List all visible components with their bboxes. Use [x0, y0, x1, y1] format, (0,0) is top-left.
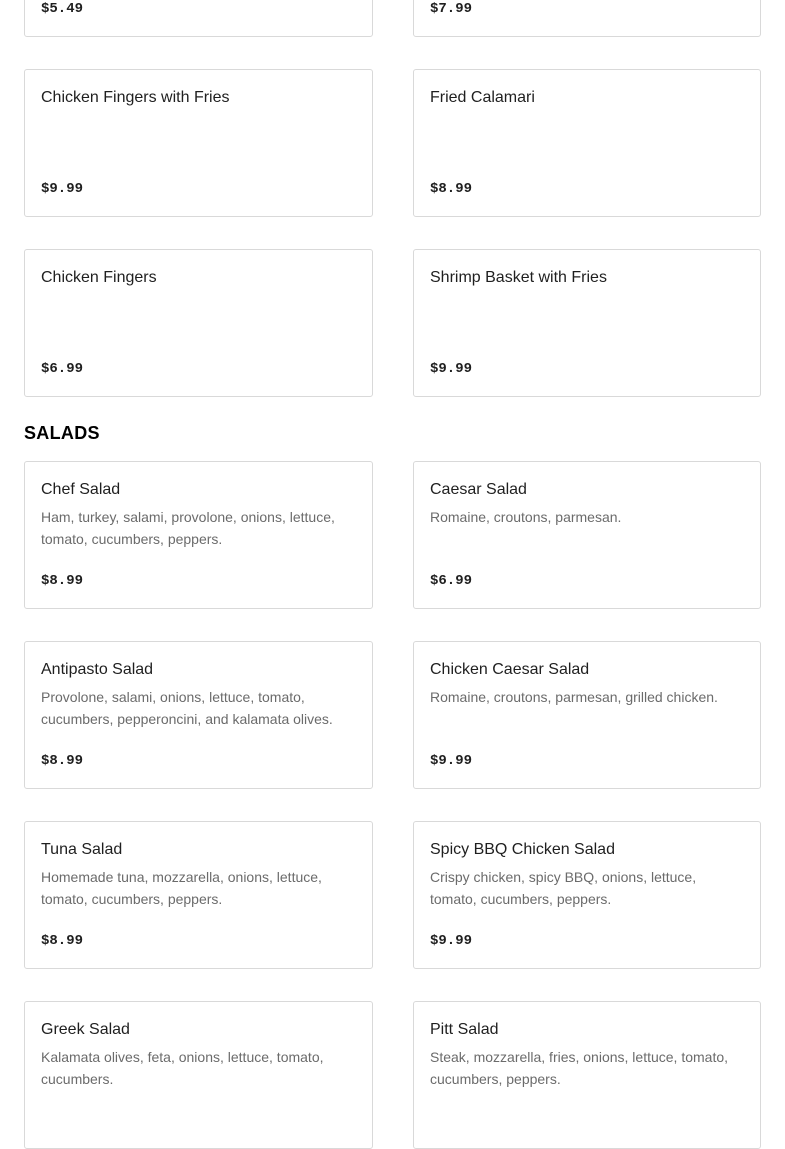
menu-item-price: $5.49 [41, 1, 84, 17]
menu-item-price: $6.99 [430, 573, 473, 589]
menu-item-name: Antipasto Salad [41, 661, 154, 678]
menu-item-card[interactable] [413, 249, 761, 397]
section-heading-salads: SALADS [24, 423, 100, 443]
menu-item-card[interactable] [413, 641, 761, 789]
menu-item-price: $7.99 [430, 1, 473, 17]
menu-item-name: Chicken Fingers with Fries [41, 89, 230, 106]
menu-item-description: Kalamata olives, feta, onions, lettuce, tomato, cucumbers. [41, 1049, 324, 1087]
menu-item-price: $9.99 [430, 361, 473, 377]
menu-item-name: Caesar Salad [430, 481, 527, 498]
menu-item-price: $9.99 [430, 933, 473, 949]
menu-item-price: $8.99 [41, 933, 84, 949]
menu-item-description: Steak, mozzarella, fries, onions, lettuce, tomato, cucumbers, peppers. [430, 1049, 729, 1087]
menu-item-name: Fried Calamari [430, 89, 535, 106]
menu-item-card[interactable] [24, 1001, 373, 1149]
menu-item-card[interactable] [413, 461, 761, 609]
menu-item-card[interactable] [24, 461, 373, 609]
menu-item-name: Chicken Fingers [41, 269, 157, 286]
menu-item-name: Shrimp Basket with Fries [430, 269, 607, 286]
menu-item-description: Romaine, croutons, parmesan, grilled chicken. [430, 689, 718, 705]
menu-item-card[interactable] [24, 641, 373, 789]
menu-item-price: $8.99 [41, 573, 84, 589]
menu-item-description: Provolone, salami, onions, lettuce, tomato, cucumbers, pepperoncini, and kalamata olives. [41, 689, 333, 727]
menu-item-card[interactable] [24, 249, 373, 397]
menu-item-name: Tuna Salad [41, 841, 123, 858]
menu-item-card[interactable] [413, 821, 761, 969]
menu-item-name: Chef Salad [41, 481, 121, 498]
menu-item-name: Pitt Salad [430, 1021, 499, 1038]
menu-item-price: $9.99 [41, 181, 84, 197]
menu-item-card[interactable] [24, 821, 373, 969]
menu-item-card[interactable] [413, 69, 761, 217]
menu-item-card[interactable] [413, 0, 761, 37]
menu-grid-previous-section [24, 0, 761, 397]
menu-item-price: $8.99 [41, 753, 84, 769]
menu-item-price: $9.99 [430, 753, 473, 769]
menu-item-name: Greek Salad [41, 1021, 130, 1038]
menu-item-name: Chicken Caesar Salad [430, 661, 590, 678]
menu-item-description: Crispy chicken, spicy BBQ, onions, lettuce, tomato, cucumbers, peppers. [430, 869, 697, 907]
menu-item-price: $6.99 [41, 361, 84, 377]
menu-item-price: $8.99 [430, 181, 473, 197]
menu-item-description: Romaine, croutons, parmesan. [430, 509, 622, 525]
menu-item-card[interactable] [24, 69, 373, 217]
menu-item-name: Spicy BBQ Chicken Salad [430, 841, 615, 858]
menu-item-card[interactable] [413, 1001, 761, 1149]
menu-grid-salads [24, 461, 761, 1149]
menu-item-card[interactable] [24, 0, 373, 37]
menu-item-description: Ham, turkey, salami, provolone, onions, lettuce, tomato, cucumbers, peppers. [41, 509, 335, 547]
menu-item-description: Homemade tuna, mozzarella, onions, lettuce, tomato, cucumbers, peppers. [41, 869, 322, 907]
